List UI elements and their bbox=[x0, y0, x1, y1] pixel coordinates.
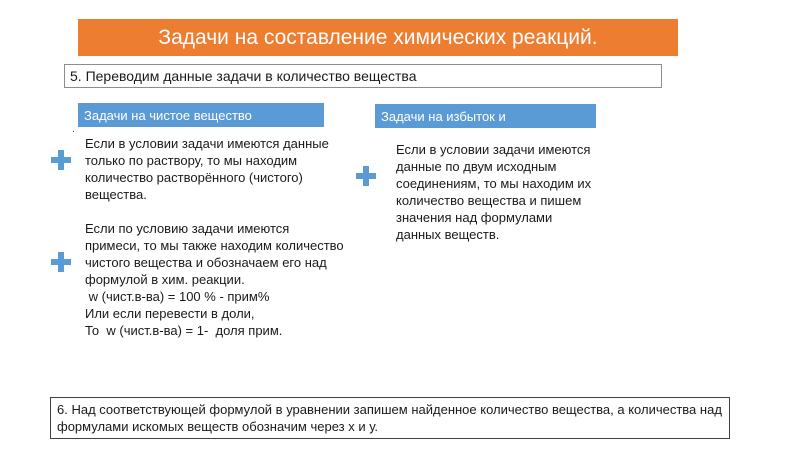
purity-formula-fraction: То w (чист.в-ва) = 1- доля прим. bbox=[85, 323, 283, 338]
step-5-box bbox=[64, 64, 662, 88]
step-6-text: 6. Над соответствующей формулой в уравнении запишем найденное количество вещества, а количества над формулами искомых веществ обозначим через х и у. bbox=[57, 402, 722, 434]
purity-formula-percent: w (чист.в-ва) = 100 % - прим% bbox=[85, 289, 270, 304]
step-6-box bbox=[50, 397, 730, 439]
slide-title: Задачи на составление химических реакций. bbox=[78, 19, 678, 56]
pure-substance-paragraph-1: Если в условии задачи имеются данные только по раствору, то мы находим количество растворённого (чистого) вещества. bbox=[85, 136, 329, 202]
tag-pure-substance bbox=[78, 103, 324, 127]
fraction-note: Или если перевести в доли, bbox=[85, 306, 255, 321]
excess-paragraph: Если в условии задачи имеются данные по двум исходным соединениям, то мы находим их количество вещества и пишем значения над формулами данных веществ. bbox=[396, 142, 592, 242]
tag-excess bbox=[375, 104, 596, 128]
plus-icon bbox=[51, 252, 71, 272]
plus-icon bbox=[51, 150, 71, 170]
impurity-text: Если по условию задачи имеются примеси, то мы также находим количество чистого вещества и обозначаем его над формулой в хим. реакции. bbox=[85, 221, 344, 287]
step-5-text: 5. Переводим данные задачи в количество вещества bbox=[70, 68, 417, 84]
bullet-dot: . bbox=[72, 124, 75, 135]
tag-pure-substance-label: Задачи на чистое вещество bbox=[84, 107, 252, 123]
plus-icon bbox=[356, 166, 376, 186]
tag-excess-label: Задачи на избыток и bbox=[381, 108, 506, 124]
pure-substance-paragraph-2 bbox=[85, 220, 345, 339]
